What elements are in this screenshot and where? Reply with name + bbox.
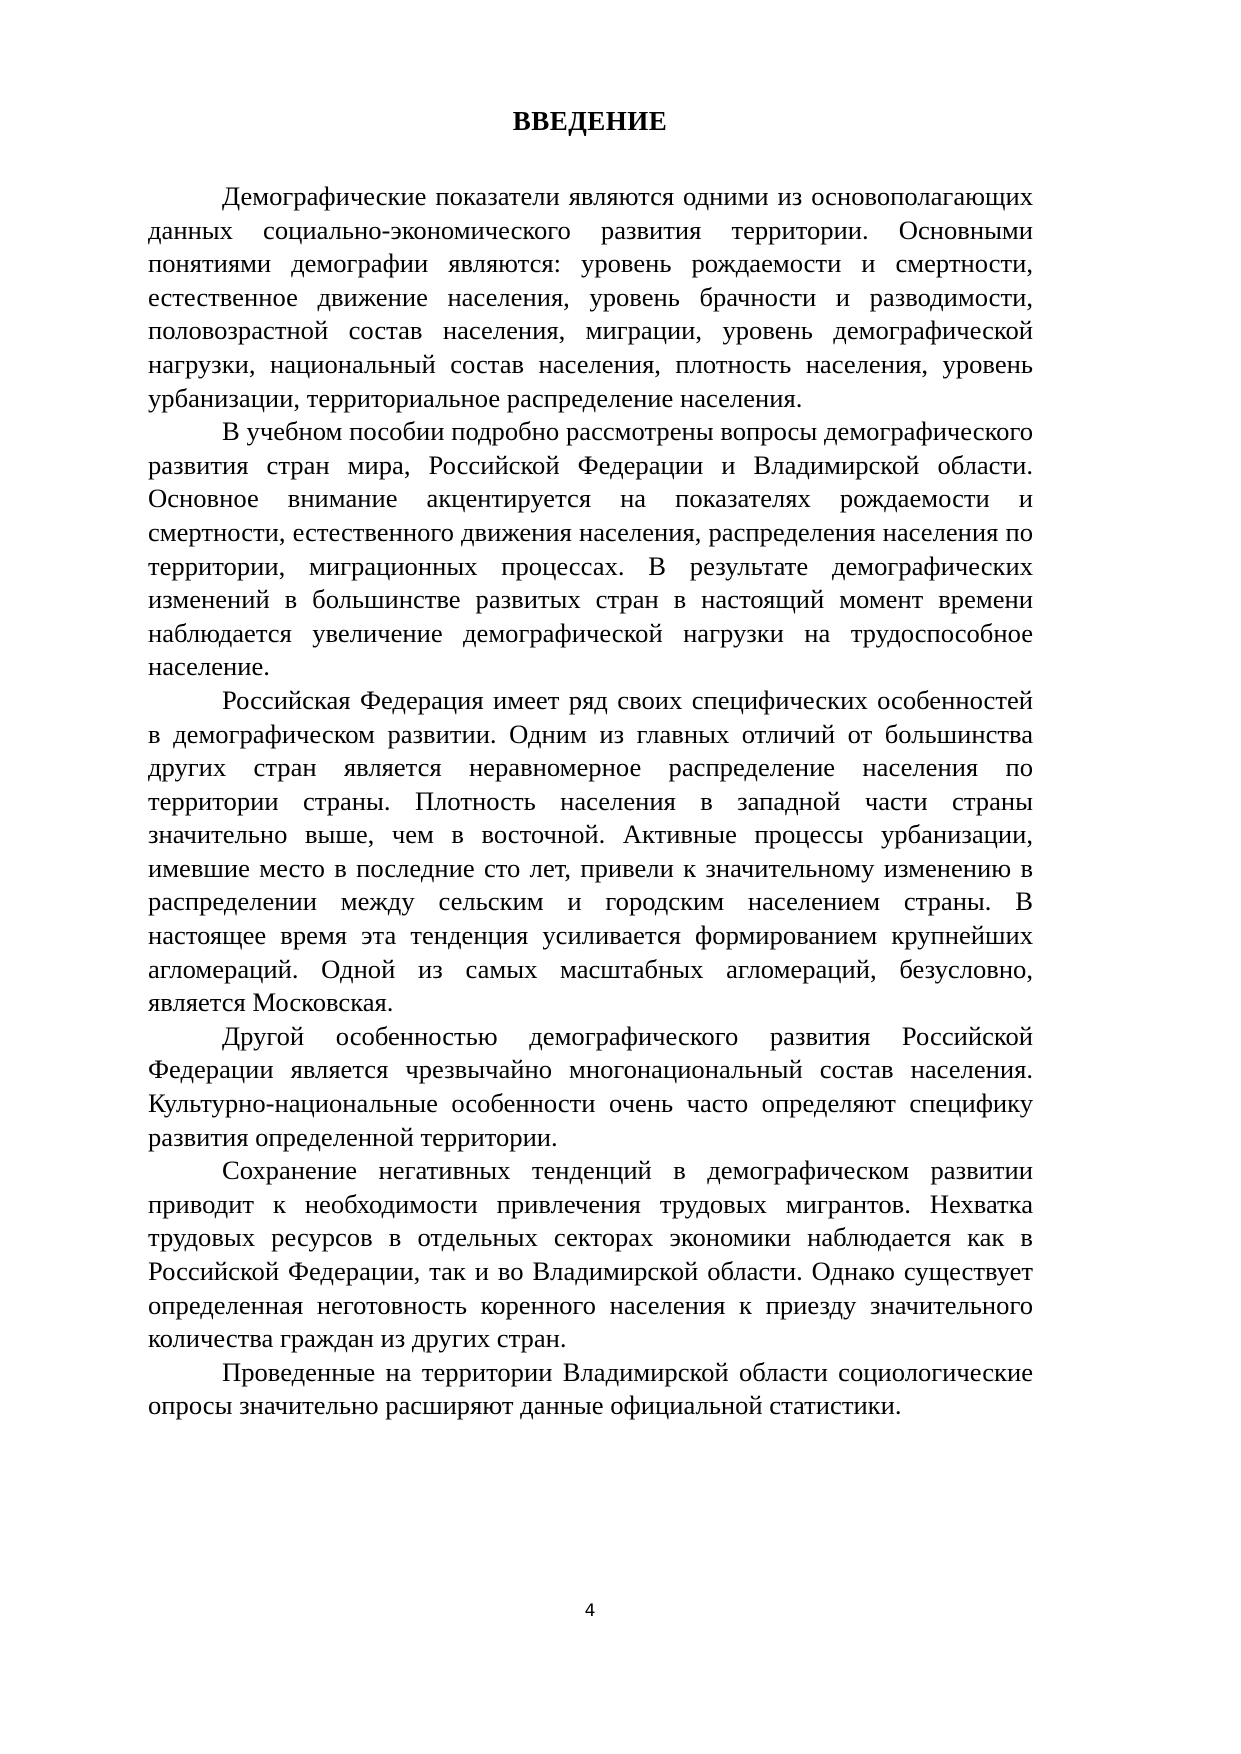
paragraph: Российская Федерация имеет ряд своих специфических особенностей в демографическом развитии. Одним из главных отличий от большинства других стран является неравномерное распределение населения по территории страны. Плотность населения в западной части страны значительно выше, чем в восточной. Активные процессы урбанизации, имевшие место в последние сто лет, привели к значительному изменению в распределении между сельским и городским населением страны. В настоящее время эта тенденция усиливается формированием крупнейших агломераций. Одной из самых масштабных агломераций, безусловно, является Московская. — [148, 684, 1033, 1018]
paragraph: Проведенные на территории Владимирской области социологические опросы значительно расширяют данные официальной статистики. — [148, 1356, 1033, 1421]
page-title: ВВЕДЕНИЕ — [512, 106, 668, 136]
paragraph: Демографические показатели являются одними из основополагающих данных социально-экономического развития территории. Основными понятиями демографии являются: уровень рождаемости и смертности, естественное движение населения, уровень брачности и разводимости, половозрастной состав населения, миграции, уровень демографической нагрузки, национальный состав населения, плотность населения, уровень урбанизации, территориальное распределение населения. — [148, 181, 1033, 413]
page-number: 4 — [584, 1601, 596, 1621]
paragraph: Сохранение негативных тенденций в демографическом развитии приводит к необходимости привлечения трудовых мигрантов. Нехватка трудовых ресурсов в отдельных секторах экономики наблюдается как в Российской Федерации, так и во Владимирской области. Однако существует определенная неготовность коренного населения к приезду значительного количества граждан из других стран. — [148, 1155, 1033, 1354]
paragraph: Другой особенностью демографического развития Российской Федерации является чрезвычайно многонациональный состав населения. Культурно-национальные особенности очень часто определяют специфику развития определенной территории. — [148, 1020, 1033, 1152]
paragraph: В учебном пособии подробно рассмотрены вопросы демографического развития стран мира, Российской Федерации и Владимирской области. Основное внимание акцентируется на показателях рождаемости и смертности, естественного движения населения, распределения населения по территории, миграционных процессах. В результате демографических изменений в большинстве развитых стран в настоящий момент времени наблюдается увеличение демографической нагрузки на трудоспособное население. — [148, 416, 1033, 682]
document-body — [148, 180, 1033, 1423]
